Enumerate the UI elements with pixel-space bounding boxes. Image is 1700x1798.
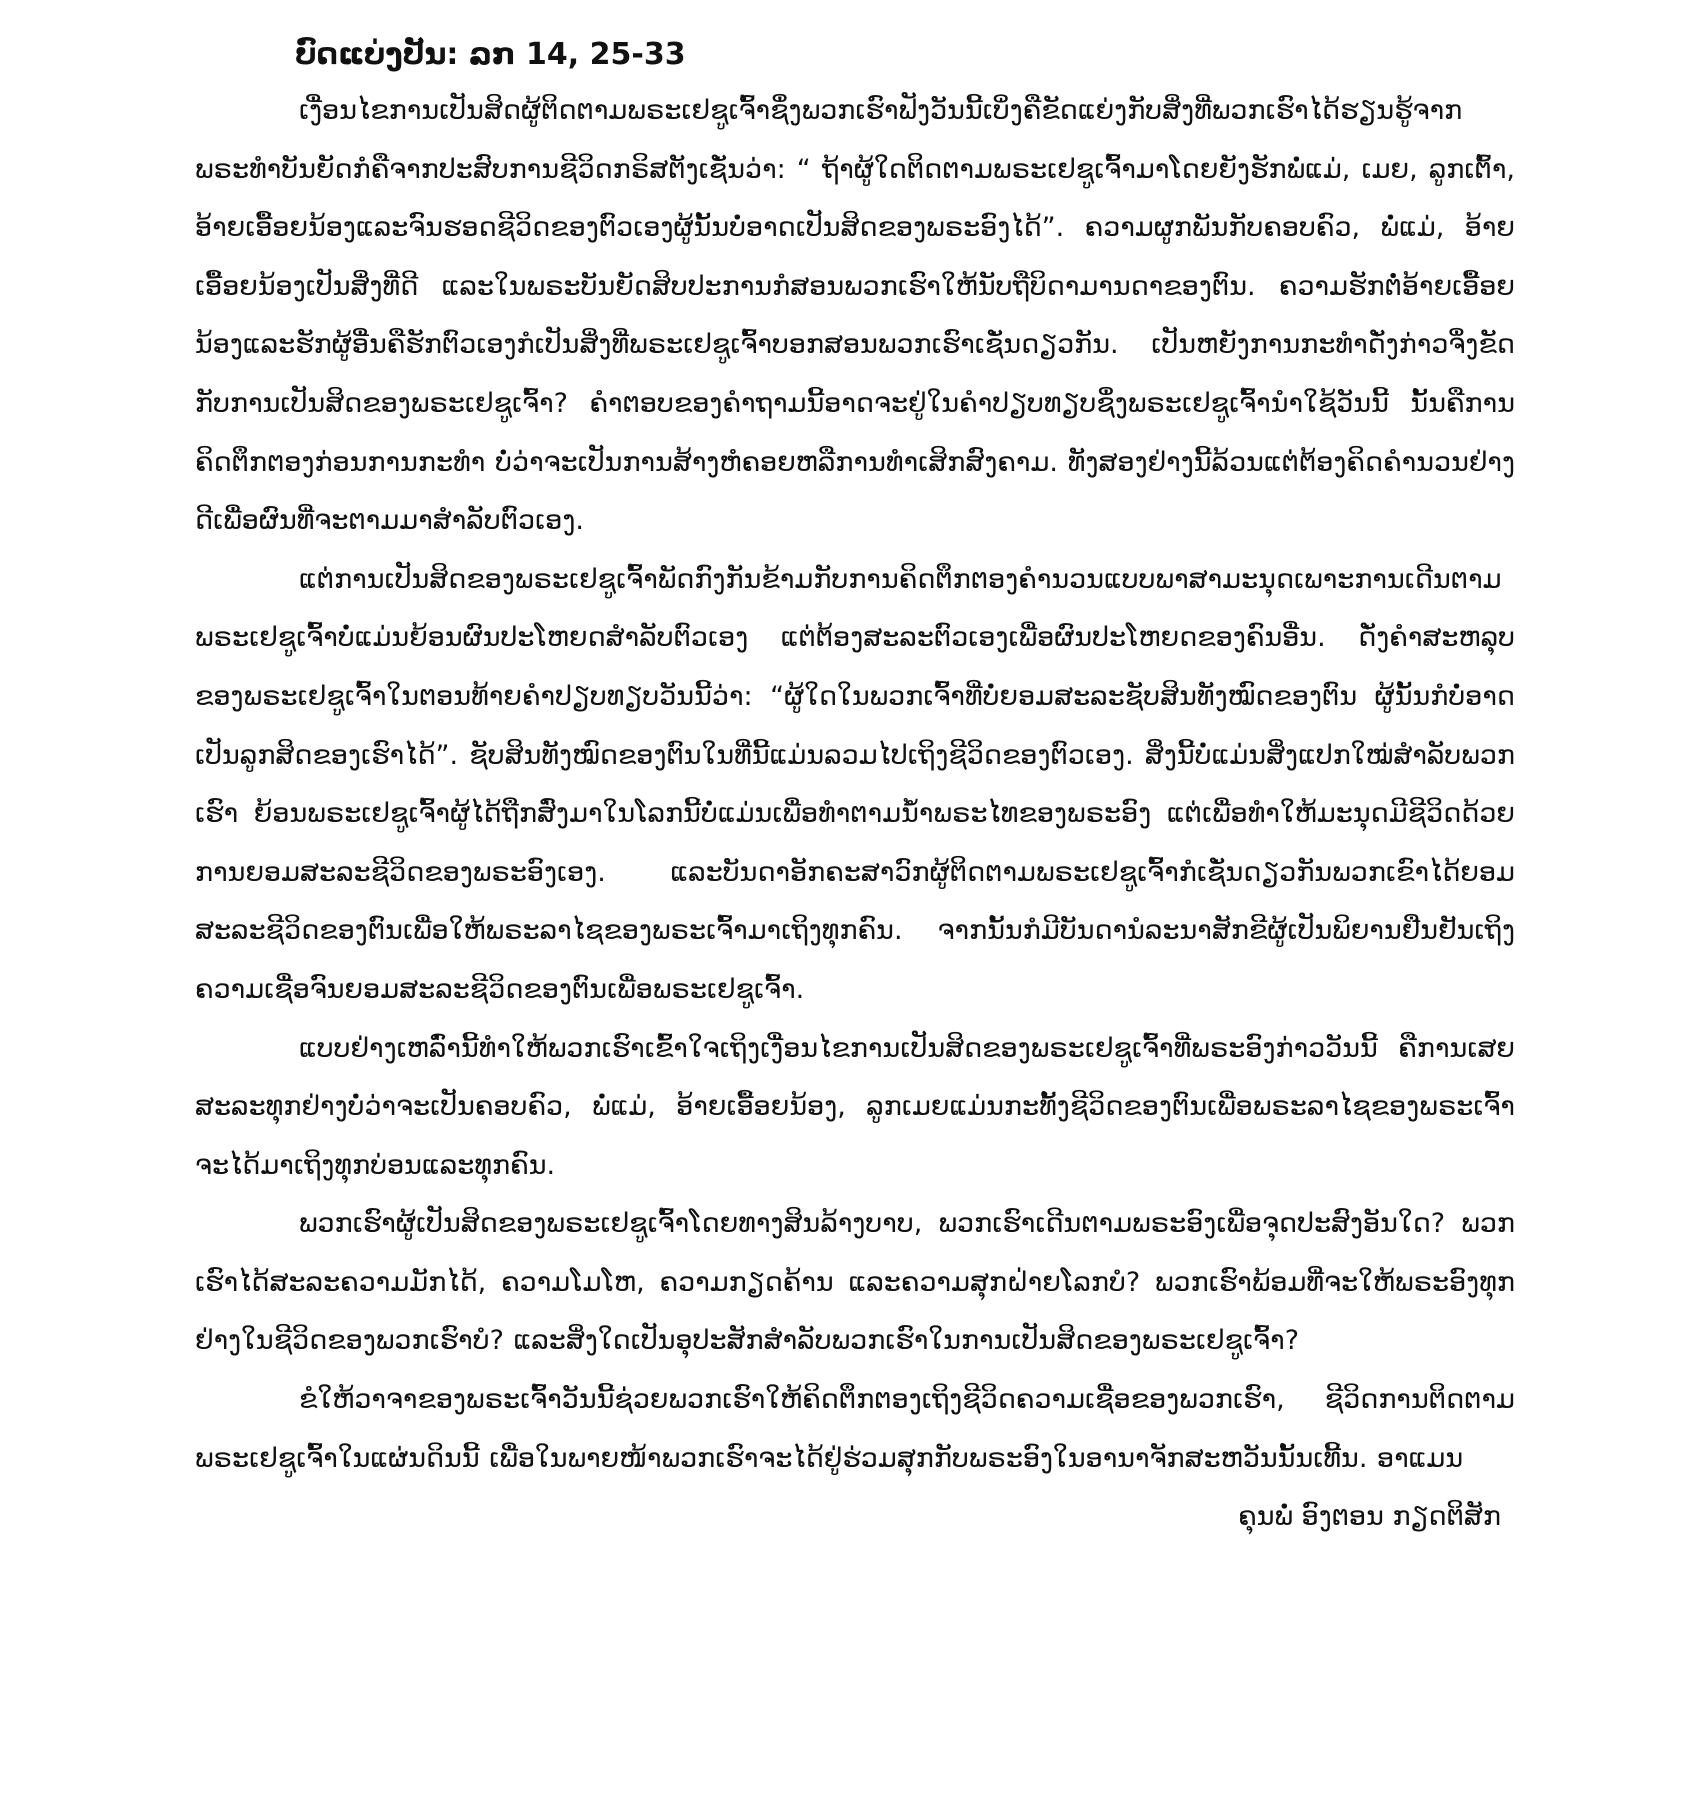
paragraph-4: ພວກເຮົາຜູ້ເປັນສິດຂອງພຣະເຢຊູເຈົ້າໂດຍທາງສິນລ້າງບາບ, ພວກເຮົາເດີນຕາມພຣະອົງເພື່ອຈຸດປະສົງອັນໃດ? ພວກເຮົາໄດ້ສະລະຄວາມມັກໄດ້, ຄວາມໂມໂຫ, ຄວາມກຽດຄ້ານ ແລະຄວາມສຸກຝ່າຍໂລກບໍ? ພວກເຮົາພ້ອມທີ່ຈະໃຫ້ພຣະອົງທຸກຢ່າງໃນຊີວິດຂອງພວກເຮົາບໍ? ແລະສິ່ງໃດເປັນອຸປະສັກສຳລັບພວກເຮົາໃນການເປັນສິດຂອງພຣະເຢຊູເຈົ້າ? [195, 1208, 1515, 1357]
document-page [195, 30, 1515, 1532]
closing-block [195, 1371, 1515, 1532]
paragraph-1: ເງື່ອນໄຂການເປັນສິດຜູ້ຕິດຕາມພຣະເຢຊູເຈົ້າຊຶ່ງພວກເຮົາຟັງວັນນີ້ເບິ່ງຄືຂັດແຍ່ງກັບສິ່ງທີ່ພວກເຮົາໄດ້ຮຽນຮູ້ຈາກພຣະທຳບັນຍັດກໍຄືຈາກປະສົບການຊີວິດກຣິສຕັງເຊັ່ນວ່າ: “ ຖ້າຜູ້ໃດຕິດຕາມພຣະເຢຊູເຈົ້າມາໂດຍຍັງຮັກພໍ່ແມ່, ເມຍ, ລູກເຕົ້າ, ອ້າຍເອື້ອຍນ້ອງແລະຈົນຮອດຊີວິດຂອງຕົວເອງຜູ້ນັ້ນບໍ່ອາດເປັນສິດຂອງພຣະອົງໄດ້”. ຄວາມຜູກພັນກັບຄອບຄົວ, ພໍ່ແມ່, ອ້າຍເອື້ອຍນ້ອງເປັນສິ່ງທີ່ດີ ແລະໃນພຣະບັນຍັດສິບປະການກໍສອນພວກເຮົາໃຫ້ນັບຖືບິດາມານດາຂອງຕົນ. ຄວາມຮັກຕໍ່ອ້າຍເອື້ອຍນ້ອງແລະຮັກຜູ້ອື່ນຄືຮັກຕົວເອງກໍເປັນສິ່ງທີ່ພຣະເຢຊູເຈົ້າບອກສອນພວກເຮົາເຊັ່ນດຽວກັນ. ເປັນຫຍັງການກະທຳດັ່ງກ່າວຈຶ່ງຂັດກັບການເປັນສິດຂອງພຣະເຢຊູເຈົ້າ? ຄຳຕອບຂອງຄຳຖາມນີ້ອາດຈະຢູ່ໃນຄຳປຽບທຽບຊຶ່ງພຣະເຢຊູເຈົ້ານຳໃຊ້ວັນນີ້ ນັ້ນຄືການຄິດຕຶກຕອງກ່ອນການກະທຳ ບໍ່ວ່າຈະເປັນການສ້າງຫໍຄອຍຫລືການທຳເສິກສົງຄາມ. ທັງສອງຢ່າງນີ້ລ້ວນແຕ່ຕ້ອງຄິດຄຳນວນຢ່າງດີເພື່ອຜົນທີ່ຈະຕາມມາສຳລັບຕົວເອງ. [195, 95, 1515, 537]
paragraph-2: ແຕ່ການເປັນສິດຂອງພຣະເຢຊູເຈົ້າພັດກົງກັນຂ້າມກັບການຄິດຕຶກຕອງຄຳນວນແບບພາສາມະນຸດເພາະການເດີນຕາມພຣະເຢຊູເຈົ້າບໍ່ແມ່ນຍ້ອນຜົນປະໂຫຍດສຳລັບຕົວເອງ ແຕ່ຕ້ອງສະລະຕົວເອງເພື່ອຜົນປະໂຫຍດຂອງຄົນອື່ນ. ດັ່ງຄຳສະຫລຸບຂອງພຣະເຢຊູເຈົ້າໃນຕອນທ້າຍຄຳປຽບທຽບວັນນີ້ວ່າ: “ຜູ້ໃດໃນພວກເຈົ້າທີ່ບໍ່ຍອມສະລະຊັບສິນທັງໝົດຂອງຕົນ ຜູ້ນັ້ນກໍບໍ່ອາດເປັນລູກສິດຂອງເຮົາໄດ້”. ຊັບສິນທັງໝົດຂອງຕົນໃນທີ່ນີ້ແມ່ນລວມໄປເຖິງຊີວິດຂອງຕົວເອງ. ສິ່ງນີ້ບໍ່ແມ່ນສິ່ງແປກໃໝ່ສຳລັບພວກເຮົາ ຍ້ອນພຣະເຢຊູເຈົ້າຜູ້ໄດ້ຖືກສົ່ງມາໃນໂລກນີ້ບໍ່ແມ່ນເພື່ອທຳຕາມນ້ຳພຣະໄທຂອງພຣະອົງ ແຕ່ເພື່ອທຳໃຫ້ມະນຸດມີຊີວິດດ້ວຍການຍອມສະລະຊີວິດຂອງພຣະອົງເອງ. ແລະບັນດາອັກຄະສາວົກຜູ້ຕິດຕາມພຣະເຢຊູເຈົ້າກໍເຊັ່ນດຽວກັນພວກເຂົາໄດ້ຍອມສະລະຊີວິດຂອງຕົນເພື່ອໃຫ້ພຣະລາໄຊຂອງພຣະເຈົ້າມາເຖິງທຸກຄົນ. ຈາກນັ້ນກໍມີບັນດານໍລະນາສັກຂີຜູ້ເປັນພິຍານຢືນຢັນເຖິງຄວາມເຊື່ອຈົນຍອມສະລະຊີວິດຂອງຕົນເພື່ອພຣະເຢຊູເຈົ້າ. [195, 563, 1515, 1005]
document-title: ບົດແບ່ງປັນ: ລກ 14, 25-33 [295, 37, 686, 72]
paragraph-3: ແບບຢ່າງເຫລົ່ານີ້ທຳໃຫ້ພວກເຮົາເຂົ້າໃຈເຖິງເງື່ອນໄຂການເປັນສິດຂອງພຣະເຢຊູເຈົ້າທີ່ພຣະອົງກ່າວວັນນີ້ ຄືການເສຍສະລະທຸກຢ່າງບໍ່ວ່າຈະເປັນຄອບຄົວ, ພໍ່ແມ່, ອ້າຍເອື້ອຍນ້ອງ, ລູກເມຍແມ່ນກະທັ້ງຊີວິດຂອງຕົນເພື່ອພຣະລາໄຊຂອງພຣະເຈົ້າຈະໄດ້ມາເຖິງທຸກບ່ອນແລະທຸກຄົນ. [195, 1032, 1515, 1181]
paragraph-5: ຂໍໃຫ້ວາຈາຂອງພຣະເຈົ້າວັນນີ້ຊ່ວຍພວກເຮົາໃຫ້ຄິດຕຶກຕອງເຖິງຊີວິດຄວາມເຊື່ອຂອງພວກເຮົາ, ຊີວິດການຕິດຕາມພຣະເຢຊູເຈົ້າໃນແຜ່ນດິນນີ້ ເພື່ອໃນພາຍໜ້າພວກເຮົາຈະໄດ້ຢູ່ຮ່ວມສຸກກັບພຣະອົງໃນອານາຈັກສະຫວັນນັ້ນເທີ້ນ. ອາແມນ [195, 1384, 1515, 1474]
author-signature: ຄຸນພໍ່ ອົງຕອນ ກຽດຕິສັກ [1238, 1500, 1501, 1532]
